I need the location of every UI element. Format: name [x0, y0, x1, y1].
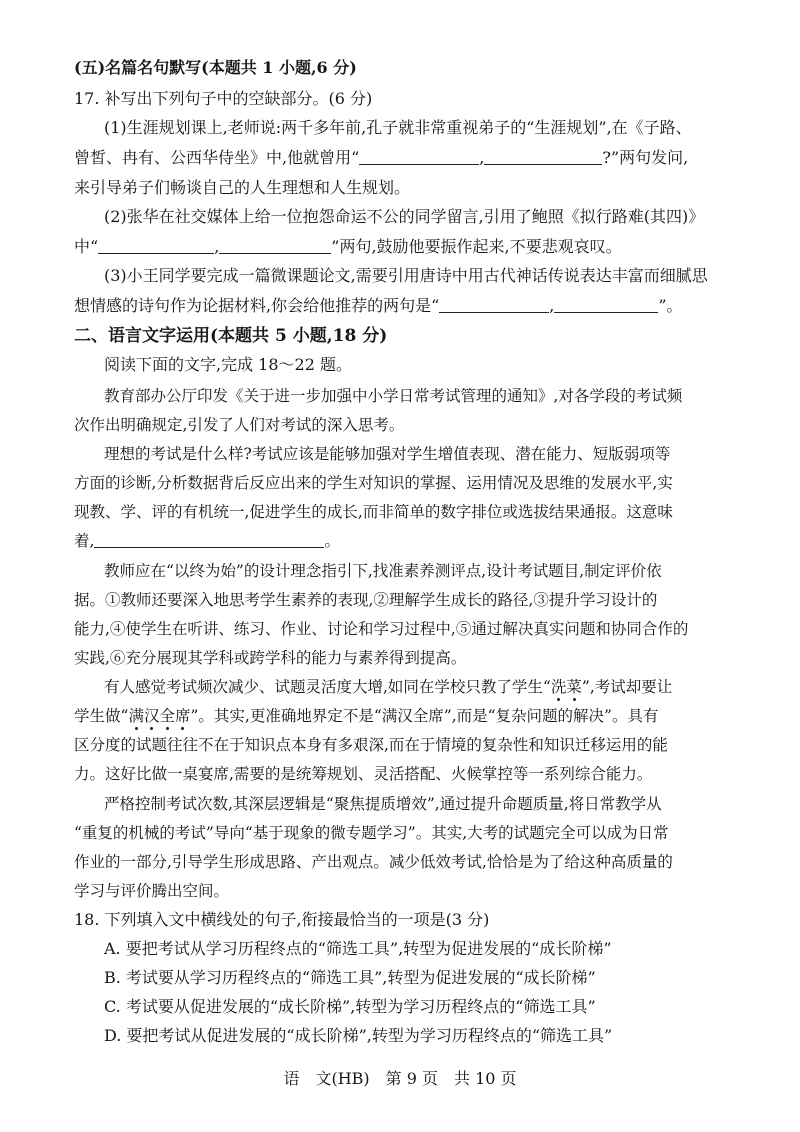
emphasis-char: 席: [174, 707, 191, 725]
option-c[interactable]: C. 考试要从促进发展的“成长阶梯”,转型为学习历程终点的“筛选工具”: [104, 997, 596, 1016]
reading-instruction: 阅读下面的文字,完成 18～22 题。: [104, 355, 352, 374]
passage-line: 能力,④使学生在听讲、练习、作业、讨论和学习过程中,⑤通过解决真实问题和协同合作的: [74, 620, 689, 638]
answer-blank[interactable]: [359, 149, 479, 165]
answer-blank[interactable]: [439, 297, 549, 313]
option-d[interactable]: D. 要把考试从促进发展的“成长阶梯”,转型为学习历程终点的“筛选工具”: [104, 1026, 613, 1045]
passage-line: 据。①教师还要深入地思考学生素养的表现,②理解学生成长的路径,③提升学习设计的: [74, 591, 658, 609]
q17-item2-line2: [74, 237, 622, 257]
option-b[interactable]: B. 考试要从学习历程终点的“筛选工具”,转型为促进发展的“成长阶梯”: [104, 968, 596, 987]
fill-in-blank[interactable]: [94, 532, 324, 548]
q17-item3-line1: (3)小王同学要完成一篇微课题论文,需要引用唐诗中用古代神话传说表达丰富而细腻思: [104, 266, 708, 285]
text-segment: ”。其实,更准确地界定不是“满汉全席”,而是“复杂问题的解决”。具有: [190, 707, 659, 725]
emphasis-char: 满: [128, 707, 144, 725]
emphasis-char: 汉: [143, 707, 160, 725]
answer-blank[interactable]: [554, 297, 658, 313]
answer-blank[interactable]: [484, 149, 602, 165]
q17-item1-line1: (1)生涯规划课上,老师说:两千多年前,孔子就非常重视弟子的“生涯规划”,在《子路、: [104, 118, 692, 137]
section-header: (五)名篇名句默写(本题共 1 小题,6 分): [74, 58, 357, 77]
passage-line: 严格控制考试次数,其深层逻辑是“聚焦提质增效”,通过提升命题质量,将日常教学从: [104, 795, 662, 813]
page-footer: 语 文(HB) 第 9 页 共 10 页: [283, 1069, 517, 1088]
text-segment: 有人感觉考试频次减少、试题灵活度大增,如同在学校只教了学生“: [104, 678, 551, 696]
passage-line: [74, 706, 658, 726]
answer-blank[interactable]: [98, 238, 214, 254]
passage-line: [104, 677, 672, 697]
q17-item1-line2: [74, 148, 688, 168]
passage-line: [74, 531, 340, 551]
passage-line: “重复的机械的考试”导向“基于现象的微专题学习”。其实,大考的试题完全可以成为日常: [74, 824, 669, 842]
answer-blank[interactable]: [219, 238, 331, 254]
text-segment: ,: [479, 148, 485, 167]
passage-line: 学习与评价腾出空间。: [74, 882, 230, 900]
text-segment: ”,考试却要让: [581, 678, 673, 696]
passage-line: 实践,⑥充分展现其学科或跨学科的能力与素养得到提高。: [74, 649, 467, 667]
question-18-stem: 18. 下列填入文中横线处的句子,衔接最恰当的一项是(3 分): [74, 910, 490, 929]
passage-line: 方面的诊断,分析数据背后反应出来的学生对知识的掌握、运用情况及思维的发展水平,实: [74, 474, 673, 492]
emphasis-char: 菜: [566, 678, 582, 696]
text-segment: ”两句,鼓励他要振作起来,不要悲观哀叹。: [331, 237, 622, 256]
text-segment: ?”两句发问,: [602, 148, 689, 167]
text-segment: 曾皙、冉有、公西华侍坐》中,他就曾用“: [74, 148, 360, 167]
question-17-stem: 17. 补写出下列句子中的空缺部分。(6 分): [74, 89, 373, 108]
text-segment: 。: [324, 532, 340, 550]
text-segment: 着,: [74, 532, 95, 550]
q17-item2-line1: (2)张华在社交媒体上给一位抱怨命运不公的同学留言,引用了鲍照《拟行路难(其四)》: [104, 207, 705, 226]
emphasis-char: 洗: [550, 678, 567, 696]
text-segment: 中“: [74, 237, 99, 256]
emphasis-char: 全: [159, 707, 175, 725]
passage-line: 区分度的试题往往不在于知识点本身有多艰深,而在于情境的复杂性和知识迁移运用的能: [74, 736, 668, 754]
passage-line: 作业的一部分,引导学生形成思路、产出观点。减少低效考试,恰恰是为了给这种高质量的: [74, 853, 673, 871]
text-segment: ,: [549, 296, 555, 315]
passage-line: 现教、学、评的有机统一,促进学生的成长,而非简单的数字排位或选拔结果通报。这意味: [74, 503, 673, 521]
option-a[interactable]: A. 要把考试从学习历程终点的“筛选工具”,转型为促进发展的“成长阶梯”: [104, 939, 612, 958]
passage-line: 次作出明确规定,引发了人们对考试的深入思考。: [74, 416, 405, 434]
text-segment: 学生做“: [74, 707, 129, 725]
part2-header: 二、语言文字运用(本题共 5 小题,18 分): [74, 326, 388, 346]
passage-line: 理想的考试是什么样?考试应该是能够加强对学生增值表现、潜在能力、短版弱项等: [104, 445, 671, 463]
text-segment: ,: [214, 237, 220, 256]
q17-item1-line3: 来引导弟子们畅谈自己的人生理想和人生规划。: [74, 178, 411, 197]
q17-item3-line2: [74, 296, 683, 316]
passage-line: 力。这好比做一桌宴席,需要的是统筹规划、灵活搭配、火候掌控等一系列综合能力。: [74, 765, 653, 783]
passage-line: 教师应在“以终为始”的设计理念指引下,找准素养测评点,设计考试题目,制定评价依: [104, 562, 662, 580]
text-segment: ”。: [658, 296, 683, 315]
text-segment: 想情感的诗句作为论据材料,你会给他推荐的两句是“: [74, 296, 440, 315]
passage-line: 教育部办公厅印发《关于进一步加强中小学日常考试管理的通知》,对各学段的考试频: [104, 387, 683, 405]
